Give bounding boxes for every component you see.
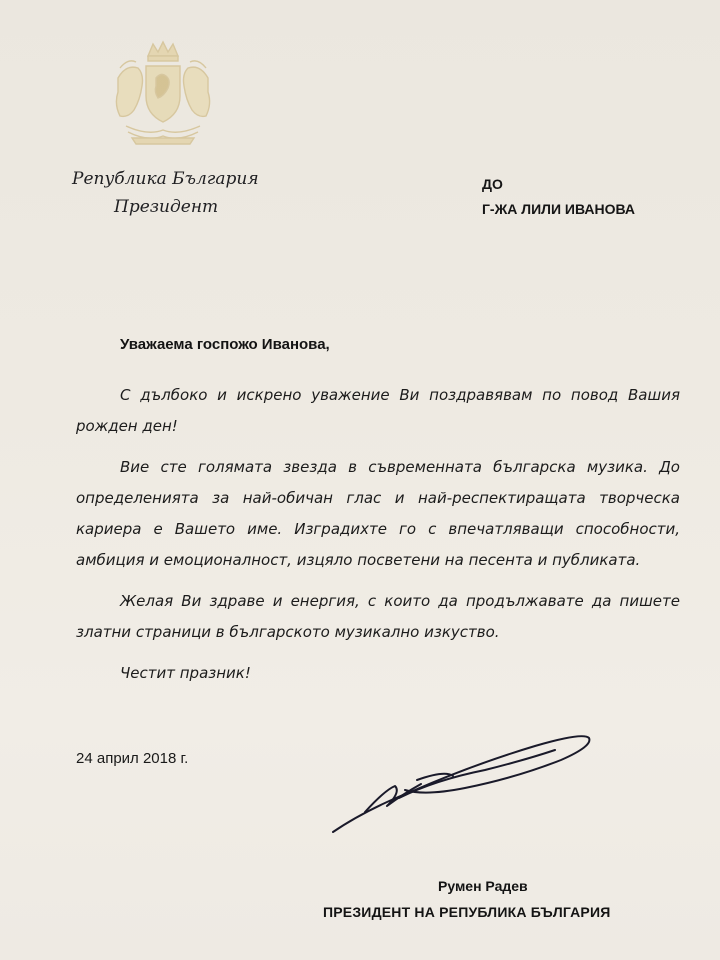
issuer-line-2: Президент	[114, 197, 219, 217]
signer-title: ПРЕЗИДЕНТ НА РЕПУБЛИКА БЪЛГАРИЯ	[323, 904, 611, 920]
paragraph: С дълбоко и искрено уважение Ви поздравявам по повод Вашия рожден ден!	[76, 386, 680, 435]
issuer-block	[72, 165, 259, 221]
salutation: Уважаема госпожо Иванова,	[120, 336, 330, 353]
handwritten-signature-icon	[325, 720, 605, 840]
letter-body	[76, 380, 680, 699]
paragraph: Честит празник!	[120, 664, 251, 682]
recipient-block	[482, 172, 635, 222]
letter-date: 24 април 2018 г.	[76, 750, 189, 767]
paragraph: Вие сте голямата звезда в съвременната българска музика. До определенията за най-обичан глас и най-респектиращата творческа кариера е Вашето име. Изградихте го с впечатляващи способности, амбиция и емоционалност, изцяло посветени на песента и публиката.	[76, 458, 680, 569]
issuer-line-1: Република България	[72, 169, 259, 189]
recipient-line-2: Г-ЖА ЛИЛИ ИВАНОВА	[482, 201, 636, 217]
recipient-line-1: ДО	[482, 176, 503, 192]
signer-name: Румен Радев	[438, 878, 528, 894]
coat-of-arms-icon	[98, 38, 228, 148]
paragraph: Желая Ви здраве и енергия, с които да продължавате да пишете златни страници в българското музикално изкуство.	[76, 592, 680, 641]
